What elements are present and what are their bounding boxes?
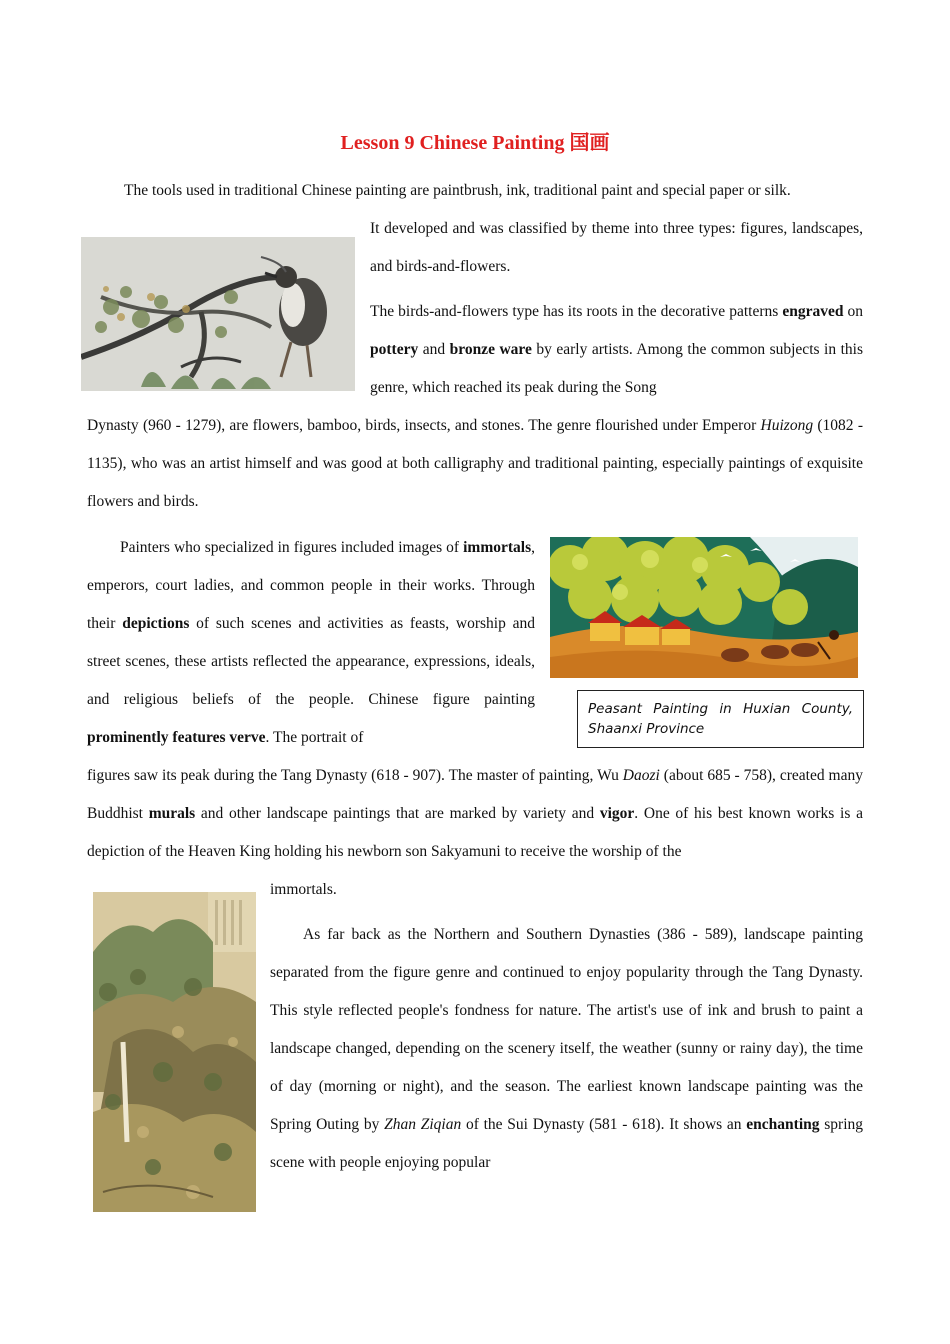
image-caption: Peasant Painting in Huxian County, Shaanxi Province — [577, 690, 864, 748]
landscape-painting-image — [93, 892, 256, 1212]
paragraph-birds-flowers: The birds-and-flowers type has its roots in the decorative patterns engraved on pottery and bronze ware by early artists. Among the common subjects in this genre, which reached its peak during the Song — [370, 303, 863, 396]
bird-painting-image — [81, 237, 355, 391]
paragraph-classification: It developed and was classified by theme into three types: figures, landscapes, and birds-and-flowers. — [370, 220, 863, 275]
paragraph-landscape: As far back as the Northern and Southern Dynasties (386 - 589), landscape painting separated from the figure genre and continued to enjoy popularity through the Tang Dynasty. This style reflected people's fondness for nature. The artist's use of ink and brush to paint a landscape changed, depending on the scenery itself, the weather (sunny or rainy day), the time of day (morning or night), and the season. The earliest known landscape painting was the Spring Outing by Zhan Ziqian of the Sui Dynasty (581 - 618). It shows an enchanting spring scene with people enjoying popular — [270, 926, 864, 1171]
page-title: Lesson 9 Chinese Painting 国画 — [340, 132, 610, 154]
paragraph-figures-full: figures saw its peak during the Tang Dynasty (618 - 907). The master of painting, Wu Daozi (about 685 - 758), created many Buddhist murals and other landscape paintings that are marked by variety and vigor. One of his best known works is a depiction of the Heaven King holding his newborn son Sakyamuni to receive the worship of the — [87, 767, 863, 860]
paragraph-tools-line: The tools used in traditional Chinese painting are paintbrush, ink, traditional paint and special paper or silk. — [124, 182, 791, 199]
peasant-painting-image — [550, 537, 858, 678]
paragraph-figures-narrow: Painters who specialized in figures included images of immortals, emperors, court ladies, and common people in their works. Through their depictions of such scenes and activities as feasts, worship and street scenes, these artists reflected the appearance, expressions, ideals, and religious beliefs of the people. Chinese figure painting prominently features verve. The portrait of — [87, 539, 536, 746]
paragraph-birds-flowers-cont: Dynasty (960 - 1279), are flowers, bamboo, birds, insects, and stones. The genre flourished under Emperor Huizong (1082 - 1135), who was an artist himself and was good at both calligraphy and traditional painting, especially paintings of exquisite flowers and birds. — [87, 417, 863, 510]
paragraph-figures-end: immortals. — [270, 881, 337, 898]
